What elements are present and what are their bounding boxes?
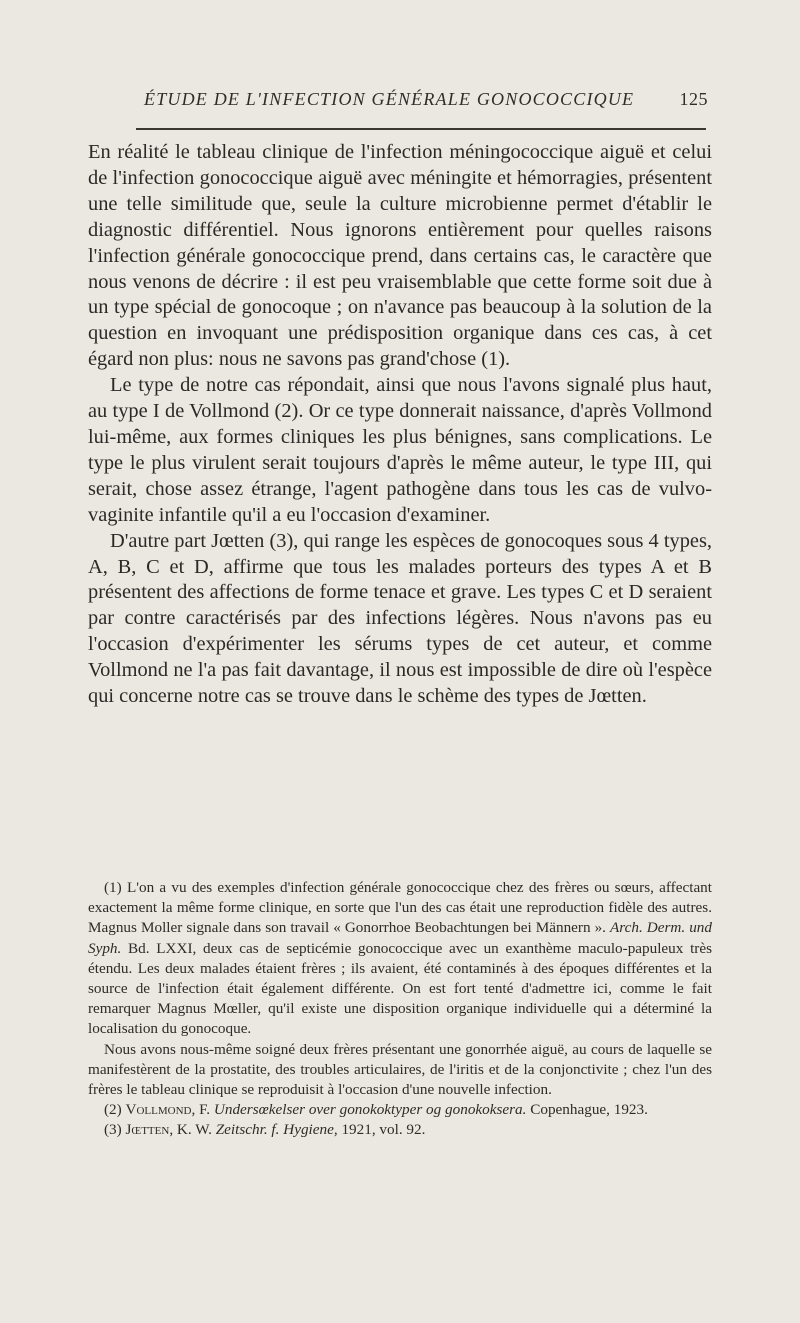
footnote-3-journal: Zeitschr. f. Hygiene,: [215, 1121, 338, 1139]
footnote-1-text: (1) L'on a vu des exemples d'infection générale gonococcique chez des frères ou sœurs, affectant exactement la même forme clinique, en sorte que l'un des cas était une reproduction fidèle des autres. Magnus Moller signale dans son travail « Gonorrhoe Beobachtungen bei Männern ».: [88, 879, 712, 937]
footnote-3-author: Jœtten: [125, 1121, 170, 1139]
running-title: ÉTUDE DE L'INFECTION GÉNÉRALE GONOCOCCIQUE: [144, 89, 635, 109]
footnote-1-journal: Arch. Derm. und Syph.: [88, 919, 712, 957]
footnote-3-number: (3): [104, 1121, 126, 1139]
footnotes: [88, 878, 712, 1141]
header-rule: [136, 128, 706, 130]
footnote-1-text-cont: Bd. LXXI, deux cas de septicémie gonococcique avec un exanthème maculo-papuleux très étendu. Les deux malades étaient frères ; ils avaient, été contaminés à des époques différentes et la source de l'infection était également différente. On est fort tenté d'admettre ici, comme le fait remarquer Magnus Mœller, qu'il existe une disposition organique individuelle qui a déterminé la localisation du gonocoque.: [88, 939, 712, 1038]
paragraph: En réalité le tableau clinique de l'infection méningococcique aiguë et celui de l'infection gonococcique aiguë avec méningite et hémorragies, présentent une telle similitude que, seule la culture microbienne permet d'établir le diagnostic différentiel. Nous ignorons entièrement pour quelles raisons l'infection générale gonococcique prend, dans certains cas, le caractère que nous venons de décrire : il est peu vraisemblable que cette forme soit due à un type spécial de gonocoque ; on n'avance pas beaucoup à la solution de la question en invoquant une prédisposition organique dans ces cas, à cet égard non plus: nous ne savons pas grand'chose (1).: [88, 141, 712, 371]
footnote-1: [88, 878, 712, 1040]
footnote-2-title: Undersœkelser over gonokoktyper og gonokoksera.: [213, 1101, 527, 1119]
footnote-2: [88, 1100, 712, 1120]
footnote-3-initial: , K. W.: [169, 1121, 216, 1139]
footnote-3: [88, 1120, 712, 1140]
footnote-2-initial: , F.: [191, 1101, 214, 1119]
page-header: [86, 89, 712, 117]
footnote-1-continuation: Nous avons nous-même soigné deux frères présentant une gonorrhée aiguë, au cours de laquelle se manifestèrent de la prostatite, des troubles articulaires, de l'iritis et de la conjonctivite ; chez l'un des frères le tableau clinique se reproduisit à l'occasion d'une nouvelle infection.: [88, 1040, 712, 1099]
page-number: 125: [679, 89, 708, 109]
footnote-3-rest: 1921, vol. 92.: [337, 1121, 426, 1139]
paragraph: Le type de notre cas répondait, ainsi que nous l'avons signalé plus haut, au type I de Vollmond (2). Or ce type donnerait naissance, d'après Vollmond lui-même, aux formes cliniques les plus bénignes, sans complications. Le type le plus virulent serait toujours d'après le même auteur, le type III, qui serait, chose assez étrange, l'agent pathogène dans tous les cas de vulvo-vaginite infantile qu'il a eu l'occasion d'examiner.: [88, 374, 712, 526]
footnote-2-author: Vollmond: [125, 1101, 192, 1119]
paragraph: D'autre part Jœtten (3), qui range les espèces de gonocoques sous 4 types, A, B, C et D, affirme que tous les malades porteurs des types A et B présentent des affections de forme tenace et grave. Les types C et D seraient par contre caractérisés par des infections légères. Nous n'avons pas eu l'occasion d'expérimenter les sérums types de cet auteur, et comme Vollmond ne l'a pas fait davantage, il nous est impossible de dire où l'espèce qui concerne notre cas se trouve dans le schème des types de Jœtten.: [88, 529, 712, 708]
footnote-2-number: (2): [104, 1101, 126, 1119]
footnote-2-place: Copenhague, 1923.: [526, 1101, 648, 1119]
main-text: [88, 140, 712, 710]
